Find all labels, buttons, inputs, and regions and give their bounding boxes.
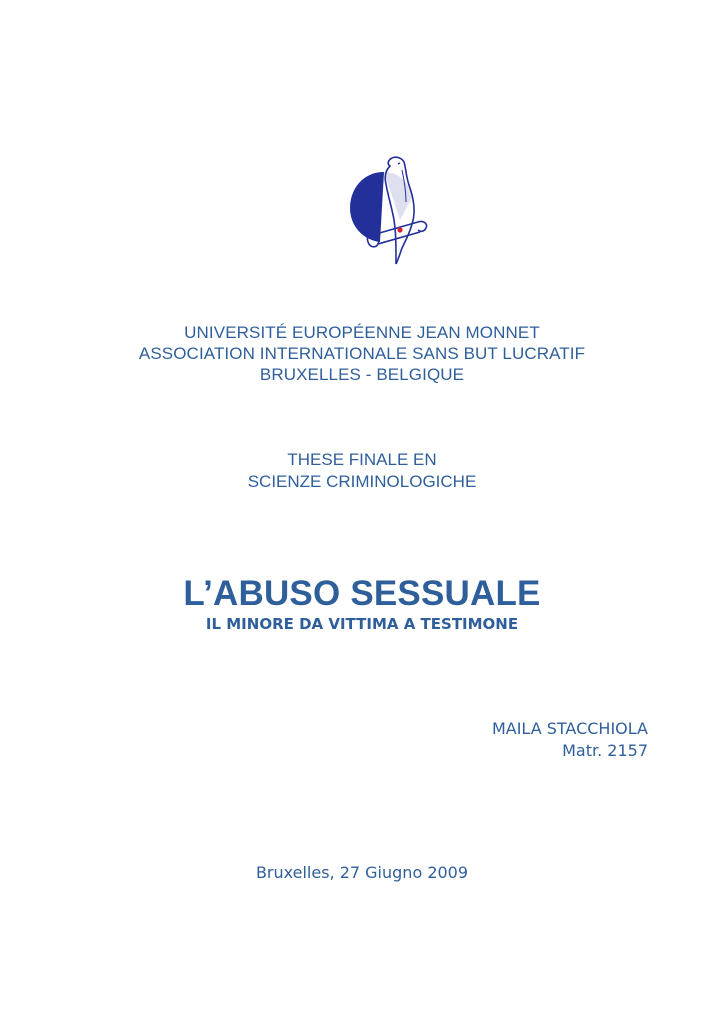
institution-type: ASSOCIATION INTERNATIONALE SANS BUT LUCRATIF bbox=[138, 344, 586, 363]
author-matricola: Matr. 2157 bbox=[562, 741, 648, 760]
place-date: Bruxelles, 27 Giugno 2009 bbox=[255, 863, 469, 882]
eagle-scroll-emblem-icon bbox=[340, 150, 435, 270]
thesis-field: SCIENZE CRIMINOLOGICHE bbox=[247, 472, 477, 491]
institution-block bbox=[0, 322, 724, 385]
author-block bbox=[492, 718, 648, 762]
document-title: L’ABUSO SESSUALE bbox=[183, 574, 541, 613]
thesis-type: THESE FINALE EN bbox=[287, 450, 437, 469]
institution-location: BRUXELLES - BELGIQUE bbox=[259, 365, 465, 384]
author-name: MAILA STACCHIOLA bbox=[491, 719, 648, 738]
institution-name: UNIVERSITÉ EUROPÉENNE JEAN MONNET bbox=[184, 323, 540, 342]
university-logo bbox=[340, 150, 435, 270]
thesis-block bbox=[0, 449, 724, 493]
document-subtitle: IL MINORE DA VITTIMA A TESTIMONE bbox=[205, 615, 519, 633]
